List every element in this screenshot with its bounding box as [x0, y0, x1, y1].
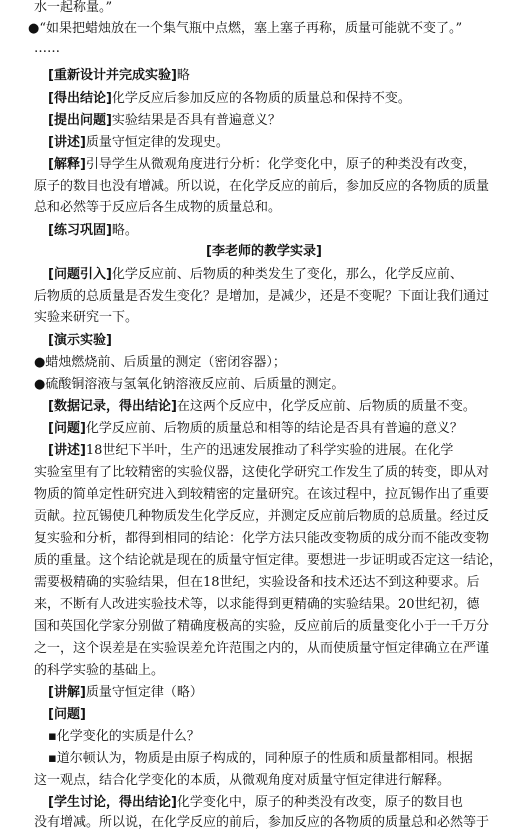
labeled-line: [练习巩固]略。	[48, 223, 138, 238]
labeled-line: [问题]化学反应前、后物质的质量总和相等的结论是否具有普遍的意义？	[48, 421, 463, 436]
labeled-line: [讲述]18世纪下半叶，生产的迅速发展推动了科学实验的进展。在化学	[48, 443, 454, 458]
text-line: 总和必然等于反应后各生成物的质量总和。	[34, 200, 282, 215]
text-line: 来，不断有人改进实验技术等，以求能得到更精确的实验结果。20世纪初，德	[34, 597, 480, 612]
text-line: ……	[34, 41, 60, 56]
labeled-line: [讲述]质量守恒定律的发现史。	[48, 135, 229, 150]
text-line: 国和英国化学家分别做了精确度极高的实验，反应前后的质量变化小于一千万分	[34, 619, 490, 634]
text-line: 水一起称量。”	[34, 0, 113, 15]
text-line: 复实验和分析，都得到相同的结论：化学方法只能改变物质的成分而不能改变物	[34, 531, 490, 546]
labeled-line: [数据记录，得出结论]在这两个反应中，化学反应前、后物质的质量不变。	[48, 399, 476, 414]
text-line: 需要极精确的实验结果，但在18世纪，实验设备和技术还达不到这种要求。后	[34, 575, 480, 590]
text-line: 之一，这个误差是在实验误差允许范围之内的，从而使质量守恒定律确立在严谨	[34, 641, 490, 656]
text-line: 物质的简单定性研究进入到较精密的定量研究。在该过程中，拉瓦锡作出了重要	[34, 487, 490, 502]
text-line: 这一观点，结合化学变化的本质，从微观角度对质量守恒定律进行解释。	[34, 773, 451, 788]
labeled-line: [得出结论]化学反应后参加反应的各物质的质量总和保持不变。	[48, 91, 411, 106]
bullet-line: ▪道尔顿认为，物质是由原子构成的，同种原子的性质和质量都相同。根据	[48, 751, 473, 766]
text-line: 实验室里有了比较精密的实验仪器，这使化学研究工作发生了质的转变，即从对	[34, 465, 490, 480]
bullet-line: ▪化学变化的实质是什么？	[48, 729, 200, 744]
labeled-line: [提出问题]实验结果是否具有普遍意义？	[48, 113, 281, 128]
text-line: 实验来研究一下。	[34, 310, 139, 325]
labeled-line: [解释]引导学生从微观角度进行分析：化学变化中，原子的种类没有改变，	[48, 157, 476, 172]
text-line: 没有增减。所以说，在化学反应的前后，参加反应的各物质的质量总和必然等于	[34, 815, 490, 830]
bullet-line: ●硫酸铜溶液与氢氧化钠溶液反应前、后质量的测定。	[34, 377, 345, 392]
section-title: [李老师的教学实录]	[206, 244, 322, 259]
text-line: 贡献。拉瓦锡使几种物质发生化学反应，并测定反应前后物质的总质量。经过反	[34, 509, 490, 524]
text-line: ●“如果把蜡烛放在一个集气瓶中点燃，塞上塞子再称，质量可能就不变了。”	[28, 21, 463, 36]
labeled-line: [重新设计并完成实验]略	[48, 68, 190, 83]
text-line: 的科学实验的基础上。	[34, 663, 165, 678]
labeled-line: [演示实验]	[48, 333, 112, 348]
text-line: 后物质的总质量是否发生变化？是增加，是减少，还是不变呢？下面让我们通过	[34, 289, 490, 304]
labeled-line: [学生讨论，得出结论]化学变化中，原子的种类没有改变，原子的数目也	[48, 795, 463, 810]
text-line: 质的重量。这个结论就是现在的质量守恒定律。要想进一步证明或否定这一结论，	[34, 553, 503, 568]
labeled-line: [讲解]质量守恒定律（略）	[48, 685, 203, 700]
bullet-line: ●蜡烛燃烧前、后质量的测定（密闭容器）；	[34, 355, 286, 370]
text-line: 原子的数目也没有增减。所以说，在化学反应的前后，参加反应的各物质的质量	[34, 179, 490, 194]
labeled-line: [问题引入]化学反应前、后物质的种类发生了变化，那么，化学反应前、	[48, 267, 463, 282]
labeled-line: [问题]	[48, 707, 86, 722]
